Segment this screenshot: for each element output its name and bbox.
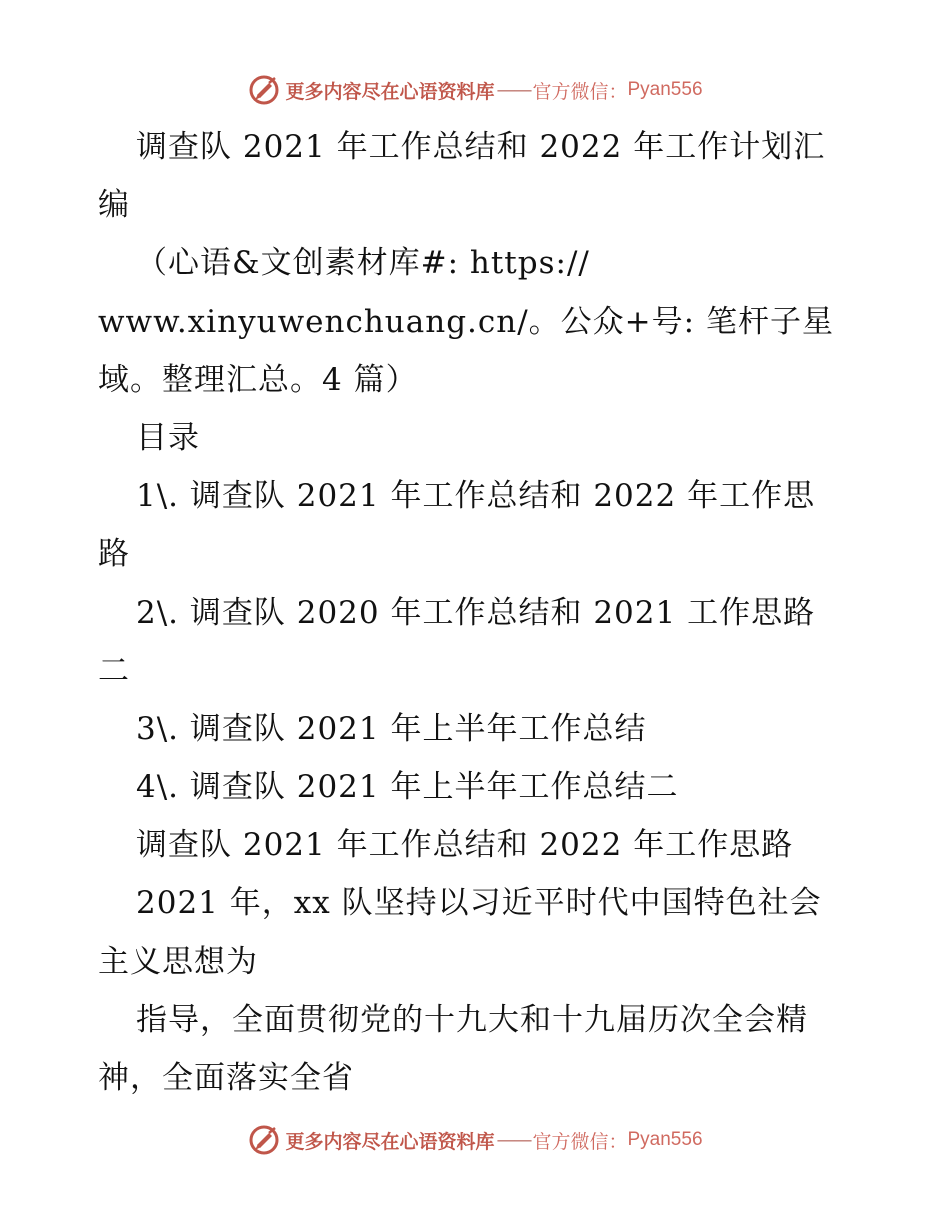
banner-wechat-label: 官方微信：	[532, 80, 628, 103]
toc-heading: 目录	[136, 419, 200, 456]
title-line-1: 调查队 2021 年工作总结和 2022 年工作计划汇	[136, 129, 826, 165]
brand-logo-icon	[247, 1123, 281, 1157]
banner-promo-text: 更多内容尽在心语资料库	[285, 1130, 495, 1153]
paragraph-line-1: 2021 年，xx 队坚持以习近平时代中国特色社会	[136, 885, 822, 922]
paragraph-line-2: 主义思想为	[98, 943, 258, 980]
banner-dash: ——	[496, 1129, 531, 1151]
banner-wechat-account: Pyan556	[627, 79, 703, 100]
banner-promo-text: 更多内容尽在心语资料库	[285, 80, 495, 103]
footer-banner	[0, 1120, 950, 1160]
toc-item-2-cont: 二	[98, 652, 130, 689]
toc-item-2: 2\. 调查队 2020 年工作总结和 2021 工作思路	[136, 594, 816, 631]
source-note-line-2: www.xinyuwenchuang.cn/。公众+号: 笔杆子星	[98, 303, 834, 340]
banner-wechat-label: 官方微信：	[532, 1130, 628, 1153]
banner-wechat-account: Pyan556	[627, 1129, 703, 1150]
document-body	[98, 118, 858, 1107]
title-line-2: 编	[98, 187, 130, 224]
banner-dash: ——	[496, 79, 531, 101]
source-note-line-1: （心语&文创素材库#: https://	[136, 245, 590, 282]
header-banner	[0, 70, 950, 110]
toc-item-4: 4\. 调查队 2021 年上半年工作总结二	[136, 769, 679, 806]
brand-logo-icon	[247, 73, 281, 107]
paragraph-line-4: 神，全面落实全省	[98, 1060, 354, 1096]
paragraph-line-3: 指导，全面贯彻党的十九大和十九届历次全会精	[136, 1001, 808, 1038]
section-heading: 调查队 2021 年工作总结和 2022 年工作思路	[136, 827, 794, 864]
toc-item-1-cont: 路	[98, 536, 130, 573]
toc-item-1: 1\. 调查队 2021 年工作总结和 2022 年工作思	[136, 478, 816, 515]
source-note-line-3: 域。整理汇总。4 篇）	[98, 361, 418, 398]
toc-item-3: 3\. 调查队 2021 年上半年工作总结	[136, 710, 647, 747]
